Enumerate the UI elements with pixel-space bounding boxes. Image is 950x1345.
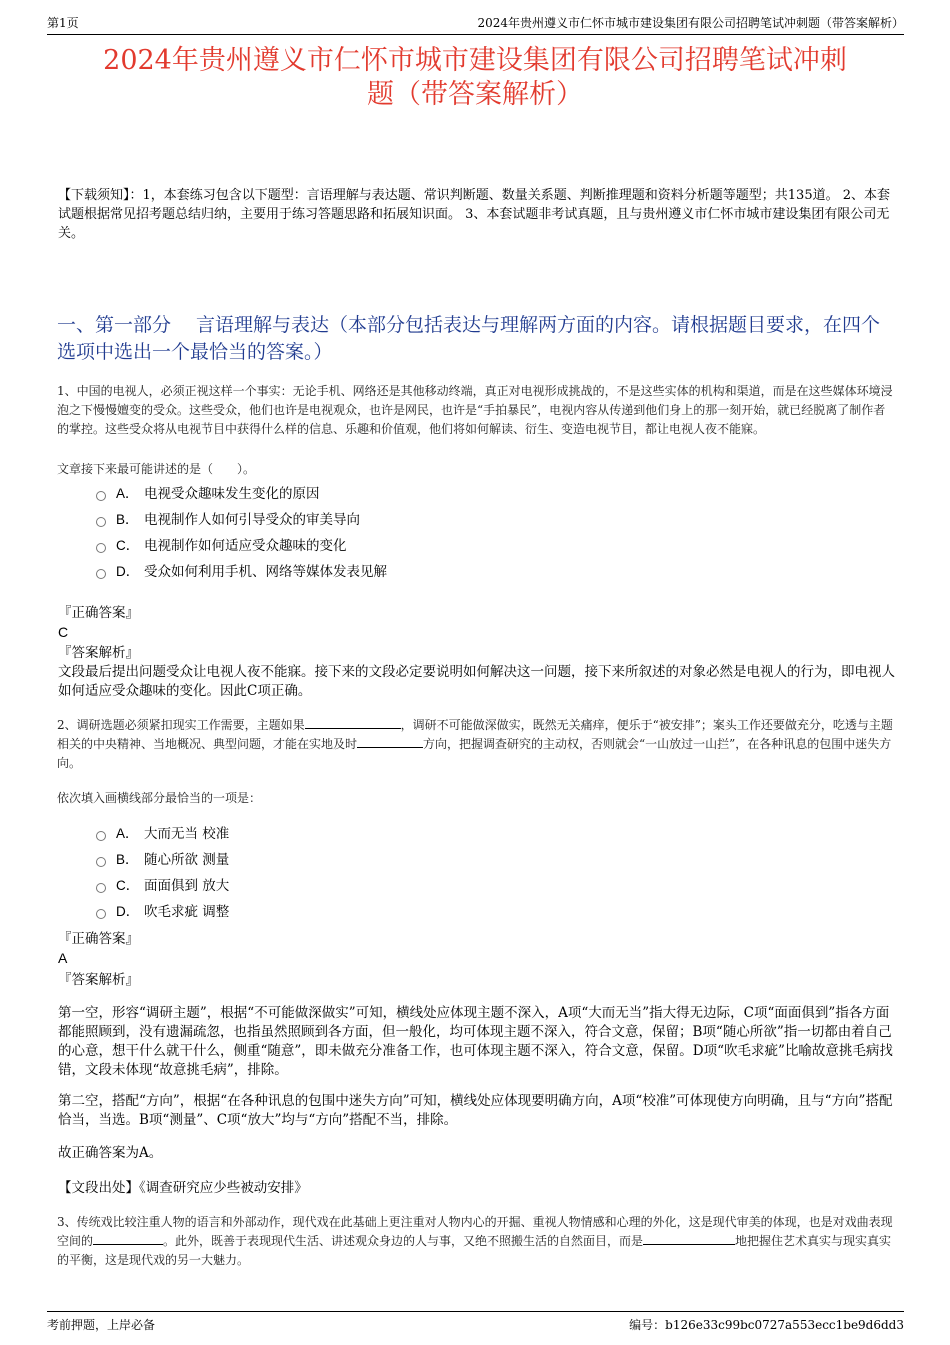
question-2-analysis-label: 『答案解析』 [58,972,139,988]
footer-serial: 编号：b126e33c99bc0727a553ecc1be9d6dd3 [629,1318,904,1332]
page-footer [47,1311,904,1332]
radio-icon[interactable] [96,831,106,841]
question-2-answer: A [58,950,68,966]
radio-icon[interactable] [96,543,106,553]
radio-icon[interactable] [96,517,106,527]
question-2-analysis-para-1: 第一空，形容“调研主题”，根据“不可能做深做实”可知，横线处应体现主题不深入，A项“大而无当”指大得无边际，C项“面面俱到”指各方面都能照顾到，没有遗漏疏忽，也指虽然照顾到各方面，但一般化，均可体现主题不深入，符合文意，保留；B项“随心所欲”指一切都由着自己的心意，想干什么就干什么，侧重“随意”，即未做充分准备工作，也可体现主题不深入，符合文意，保留。D项“吹毛求疵”比喻故意挑毛病找错，文段未体现“故意挑毛病”，排除。 [58,1005,893,1078]
blank-2 [643,1232,735,1245]
title-line-1: 2024年贵州遵义市仁怀市城市建设集团有限公司招聘笔试冲刺 [103,45,847,76]
radio-icon[interactable] [96,491,106,501]
download-notice: 【下载须知】：1，本套练习包含以下题型：言语理解与表达题、常识判断题、数量关系题、判断推理题和资料分析题等题型；共135道。 2、本套试题根据常见招考题总结归纳，主要用于练习答题思路和拓展知识面。 3、本套试题非考试真题，且与贵州遵义市仁怀市城市建设集团有限公司无关。 [58,188,890,241]
question-1-option-a[interactable]: A． 电视受众趣味发生变化的原因 [96,481,696,507]
question-2-text: 2、调研选题必须紧扣现实工作需要，主题如果 ，调研不可能做深做实，既然无关痛痒，便乐于“被安排”；案头工作还要做充分，吃透与主题相关的中央精神、当地概况、典型问题，才能在实地及时 方向，把握调查研究的主动权，否则就会“一山放过一山拦”，在各种讯息的包围中迷失方向。 [57,718,893,770]
blank-1 [93,1232,163,1245]
question-1-options [96,481,696,585]
question-3-text: 3、传统戏比较注重人物的语言和外部动作，现代戏在此基础上更注重对人物内心的开掘、重视人物情感和心理的外化，这是现代审美的体现，也是对戏曲表现空间的 。此外，既善于表现现代生活、讲述观众身边的人与事，又绝不照搬生活的自然面目，而是 地把握住艺术真实与现实真实的平衡，这是现代戏的另一大魅力。 [57,1215,893,1267]
radio-icon[interactable] [96,883,106,893]
question-2-option-a[interactable]: A． 大而无当 校准 [96,821,696,847]
page-header [47,14,904,35]
page-number: 第1页 [47,16,79,30]
question-2-analysis-para-3: 故正确答案为A。 [58,1145,163,1161]
question-2-option-c[interactable]: C． 面面俱到 放大 [96,873,696,899]
radio-icon[interactable] [96,909,106,919]
question-2-options [96,821,696,925]
question-2-prompt: 依次填入画横线部分最恰当的一项是： [57,791,262,805]
question-1-analysis: 文段最后提出问题受众让电视人夜不能寐。接下来的文段必定要说明如何解决这一问题，接下来所叙述的对象必然是电视人的行为，即电视人如何适应受众趣味的变化。因此C项正确。 [58,664,895,699]
question-1-option-d[interactable]: D． 受众如何利用手机、网络等媒体发表见解 [96,559,696,585]
question-2-option-d[interactable]: D． 吹毛求疵 调整 [96,899,696,925]
blank-1 [305,716,401,729]
question-1-prompt: 文章接下来最可能讲述的是（ ）。 [57,462,256,476]
question-1-analysis-label: 『答案解析』 [58,645,139,661]
question-1-answer: C [58,624,69,640]
question-2-source: 【文段出处】《调查研究应少些被动安排》 [58,1180,308,1196]
section-heading: 一、第一部分 言语理解与表达（本部分包括表达与理解两方面的内容。请根据题目要求，在四个选项中选出一个最恰当的答案。） [57,314,881,363]
question-1-option-b[interactable]: B． 电视制作人如何引导受众的审美导向 [96,507,696,533]
question-1-text: 1、中国的电视人，必须正视这样一个事实：无论手机、网络还是其他移动终端，真正对电视形成挑战的，不是这些实体的机构和渠道，而是在这些媒体环境浸泡之下慢慢嬗变的受众。这些受众，他们也许是电视观众，也许是网民，也许是“手拍暴民”，电视内容从传递到他们身上的那一刻开始，就已经脱离了制作者的掌控。这些受众将从电视节目中获得什么样的信息、乐趣和价值观，他们将如何解读、衍生、变造电视节目，都让电视人夜不能寐。 [57,384,893,436]
question-2-correct-label: 『正确答案』 [58,931,139,947]
radio-icon[interactable] [96,569,106,579]
blank-2 [357,735,423,748]
header-doc-title: 2024年贵州遵义市仁怀市城市建设集团有限公司招聘笔试冲刺题（带答案解析） [477,16,904,30]
question-1-option-c[interactable]: C． 电视制作如何适应受众趣味的变化 [96,533,696,559]
radio-icon[interactable] [96,857,106,867]
document-title [40,44,910,112]
question-1-correct-label: 『正确答案』 [58,605,139,621]
title-line-2: 题（带答案解析） [367,79,583,110]
question-2-analysis-para-2: 第二空，搭配“方向”，根据“在各种讯息的包围中迷失方向”可知，横线处应体现要明确方向，A项“校准”可体现使方向明确，且与“方向”搭配恰当，当选。B项“测量”、C项“放大”均与“方向”搭配不当，排除。 [58,1093,893,1128]
footer-slogan: 考前押题，上岸必备 [47,1318,156,1332]
question-2-option-b[interactable]: B． 随心所欲 测量 [96,847,696,873]
